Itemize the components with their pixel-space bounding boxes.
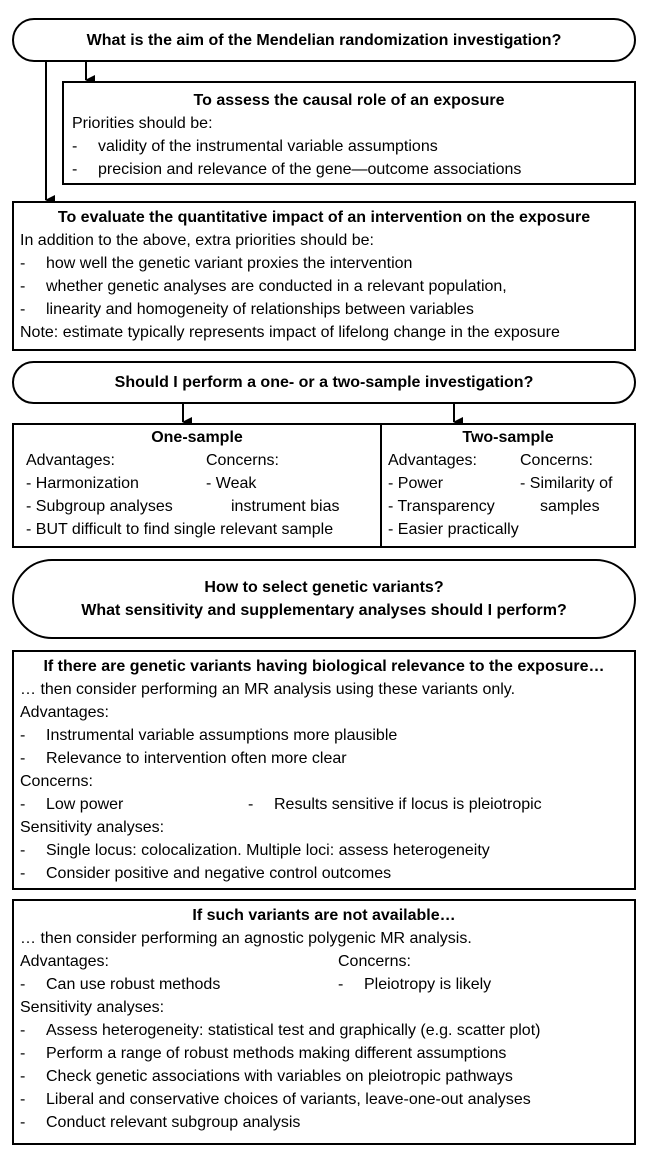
list-item: instrument bias xyxy=(231,498,340,515)
box-quantitative-impact xyxy=(12,201,636,351)
list-item: - Easier practically xyxy=(388,521,519,538)
list-item: - Low power - Results sensitive if locus is pleiotropic xyxy=(20,796,542,813)
box-bio-sens-label: Sensitivity analyses: xyxy=(20,819,165,836)
box-poly-con-label: Concerns: xyxy=(338,953,411,970)
box-biological-relevance xyxy=(12,650,636,890)
list-item: - Relevance to intervention often more clear xyxy=(20,750,347,767)
list-item: - Conduct relevant subgroup analysis xyxy=(20,1114,301,1131)
list-item: - Liberal and conservative choices of variants, leave-one-out analyses xyxy=(20,1091,531,1108)
list-item: - linearity and homogeneity of relationships between variables xyxy=(20,301,474,318)
box-causal-role xyxy=(62,81,636,185)
box-poly-labels-row xyxy=(20,950,628,973)
one-sample-panel xyxy=(14,426,380,546)
list-item: - Single locus: colocalization. Multiple loci: assess heterogeneity xyxy=(20,842,490,859)
box-bio-adv-label: Advantages: xyxy=(20,704,109,721)
box-bio-title: If there are genetic variants having biological relevance to the exposure… xyxy=(43,658,605,675)
box-poly-title: If such variants are not available… xyxy=(192,907,456,924)
two-sample-title: Two-sample xyxy=(462,429,554,446)
box-bio-intro: … then consider performing an MR analysis using these variants only. xyxy=(20,681,516,698)
question-sample-text: Should I perform a one- or a two-sample investigation? xyxy=(114,374,534,391)
one-sample-title: One-sample xyxy=(151,429,243,446)
box-causal-title: To assess the causal role of an exposure xyxy=(193,92,505,109)
question-variant-line2: What sensitivity and supplementary analyses should I perform? xyxy=(81,602,567,619)
box-quant-title: To evaluate the quantitative impact of an intervention on the exposure xyxy=(57,209,591,226)
list-item: - Assess heterogeneity: statistical test and graphically (e.g. scatter plot) xyxy=(20,1022,541,1039)
two-sample-panel xyxy=(382,426,634,546)
one-sample-but: - BUT difficult to find single relevant sample xyxy=(26,521,334,538)
two-sample-con-label: Concerns: xyxy=(520,452,593,469)
one-sample-con-label: Concerns: xyxy=(206,452,279,469)
list-item: - Consider positive and negative control outcomes xyxy=(20,865,392,882)
box-poly-adv-label: Advantages: xyxy=(20,953,109,970)
question-variant-line1: How to select genetic variants? xyxy=(204,579,444,596)
one-sample-adv-label: Advantages: xyxy=(26,452,115,469)
box-polygenic xyxy=(12,899,636,1145)
question-variant-selection xyxy=(12,559,636,639)
question-sample-type xyxy=(12,361,636,404)
box-causal-intro: Priorities should be: xyxy=(72,115,213,132)
list-item: - Similarity of xyxy=(520,475,613,492)
list-item: - Instrumental variable assumptions more plausible xyxy=(20,727,398,744)
list-item: - Power xyxy=(388,475,444,492)
list-item: - Weak xyxy=(206,475,257,492)
box-quant-note: Note: estimate typically represents impact of lifelong change in the exposure xyxy=(20,324,560,341)
list-item: - Harmonization xyxy=(26,475,139,492)
list-item: - Perform a range of robust methods making different assumptions xyxy=(20,1045,507,1062)
question-aim xyxy=(12,18,636,62)
two-sample-adv-label: Advantages: xyxy=(388,452,477,469)
list-item: - validity of the instrumental variable assumptions xyxy=(72,138,438,155)
box-bio-con-label: Concerns: xyxy=(20,773,93,790)
list-item: - Check genetic associations with variables on pleiotropic pathways xyxy=(20,1068,513,1085)
list-item: - Can use robust methods - Pleiotropy is likely xyxy=(20,976,492,993)
box-quant-intro: In addition to the above, extra priorities should be: xyxy=(20,232,374,249)
list-item: - Transparency xyxy=(388,498,495,515)
question-aim-text: What is the aim of the Mendelian randomization investigation? xyxy=(86,31,562,49)
list-item: - Subgroup analyses xyxy=(26,498,173,515)
box-poly-intro: … then consider performing an agnostic polygenic MR analysis. xyxy=(20,930,472,947)
list-item: - precision and relevance of the gene—outcome associations xyxy=(72,161,522,178)
list-item: samples xyxy=(540,498,600,515)
box-poly-sens-label: Sensitivity analyses: xyxy=(20,999,165,1016)
list-item: - whether genetic analyses are conducted in a relevant population, xyxy=(20,278,507,295)
list-item: - how well the genetic variant proxies the intervention xyxy=(20,255,413,272)
